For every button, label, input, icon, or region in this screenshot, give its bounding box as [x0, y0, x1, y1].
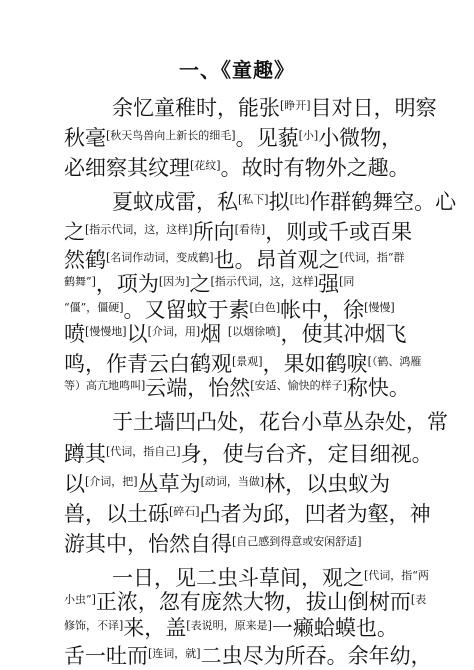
text-segment: 。又留蚊于素 [123, 298, 250, 322]
text-segment: 之 [189, 272, 211, 296]
annotation: “僵”，僵硬] [64, 301, 124, 314]
text-segment: 然鹤 [64, 248, 106, 272]
annotation: [同 [339, 275, 355, 288]
annotation: [动词，当做] [200, 475, 265, 488]
text-segment: 二虫尽为所吞。余年幼， [200, 644, 432, 668]
annotation: [指示代词，这，这样] [210, 275, 319, 288]
text-segment: ，项为 [95, 272, 159, 296]
text-segment: 丛草为 [137, 472, 201, 496]
text-segment: 凸者为邱，凹者为壑，神 [199, 502, 431, 526]
text-line-4 [112, 186, 456, 216]
annotation: [看待] [234, 223, 266, 236]
annotation: [以烟徐喷] [227, 325, 281, 338]
annotation: [名词作动词，变成鹤] [106, 251, 214, 264]
text-line-9 [64, 318, 406, 348]
text-segment: 云端，怡然 [145, 376, 251, 400]
annotation: [因为] [158, 275, 190, 288]
text-line-12 [112, 408, 448, 436]
text-segment: 一癞蛤蟆也。 [271, 616, 398, 640]
text-segment: 夏蚊成雷，私 [112, 190, 238, 214]
annotation: [（鹤、鸿雁 [367, 355, 422, 368]
text-segment: 小微物， [318, 126, 403, 150]
text-segment: 。故时有物外之趣。 [220, 156, 410, 180]
annotation: [表说明，原来是] [186, 619, 272, 632]
annotation: [私下] [238, 193, 269, 206]
text-segment: 余忆童稚时，能张 [112, 96, 280, 120]
text-segment: 烟 [200, 322, 222, 346]
annotation: 等）高亢地鸣叫] [64, 379, 146, 392]
text-segment: 作群鹤舞空。心 [309, 190, 457, 214]
text-segment: 也。昂首观之 [213, 248, 340, 272]
text-line-11 [64, 372, 410, 402]
text-segment: 必细察其纹理 [64, 156, 190, 180]
text-segment: 以 [126, 322, 148, 346]
text-segment: 目对日，明察 [310, 96, 437, 120]
annotation: [慢慢] [364, 301, 395, 314]
text-segment: ，则或千或百果 [265, 220, 413, 244]
text-line-1 [112, 92, 437, 122]
annotation: [连词，就] [148, 647, 201, 660]
text-segment: 正浓，忽有庞然大物，拔山倒树而 [95, 590, 411, 614]
text-segment: 身，使与台齐，定目细视。 [180, 442, 433, 466]
text-segment: 来，盖 [123, 616, 187, 640]
annotation: [代词，指“群 [339, 251, 405, 264]
text-segment: 秋毫 [64, 126, 106, 150]
annotation: [花纹] [190, 159, 221, 172]
annotation: 鹤舞”] [64, 275, 96, 288]
text-segment: 于土墙凹凸处，花台小草丛杂处，常 [112, 410, 448, 434]
text-segment: 喷 [64, 322, 85, 346]
annotation: [比] [289, 193, 310, 206]
text-line-19 [64, 612, 398, 642]
annotation: [景观] [232, 355, 263, 368]
text-segment: 拟 [268, 190, 290, 214]
text-segment: 林，以虫蚁为 [264, 472, 391, 496]
annotation: [介词，用] [147, 325, 201, 338]
text-segment: 帐中，徐 [280, 298, 365, 322]
annotation: 修饰，不译] [64, 619, 124, 632]
annotation: [代词，指“两 [364, 569, 429, 582]
annotation: [小] [298, 129, 319, 142]
text-segment: 一日，见二虫斗草间，观之 [112, 566, 364, 590]
text-segment: 舌一吐而 [64, 644, 148, 668]
text-line-15 [64, 498, 431, 528]
text-segment: 以 [64, 472, 85, 496]
annotation: [指示代词，这，这样] [85, 223, 193, 236]
text-line-5 [64, 216, 412, 246]
annotation: 小虫”] [64, 593, 96, 606]
annotation: [代词，指自己] [106, 445, 181, 458]
text-segment: 称快。 [346, 376, 410, 400]
text-line-20 [64, 640, 432, 670]
annotation: [表 [410, 593, 427, 606]
text-segment: 兽，以土砾 [64, 502, 169, 526]
text-segment: 之 [64, 220, 85, 244]
text-line-13 [64, 438, 433, 468]
annotation: [安适、愉快的样子] [250, 379, 347, 392]
text-segment: ，使其冲烟飞 [280, 322, 407, 346]
annotation: [自己感到得意或安闲舒适] [232, 535, 362, 548]
text-segment: 蹲其 [64, 442, 106, 466]
text-line-14 [64, 468, 390, 498]
text-segment: ，果如鹤唳 [262, 352, 368, 376]
annotation: [介词，把] [85, 475, 138, 488]
text-line-16 [64, 528, 362, 558]
text-line-3 [64, 152, 410, 182]
text-segment: 强 [318, 272, 340, 296]
text-segment: 。见藐 [235, 126, 299, 150]
text-segment: 所向 [192, 220, 235, 244]
annotation: [白色] [249, 301, 281, 314]
text-segment: 鸣，作青云白鹤观 [64, 352, 232, 376]
page-title: 一、《童趣》 [179, 58, 295, 82]
annotation: [碎石] [169, 505, 200, 518]
annotation: [秋天鸟兽向上新长的细毛] [106, 129, 236, 142]
annotation: [慢慢地] [85, 325, 127, 338]
annotation: [睁开] [280, 99, 311, 112]
text-line-2 [64, 122, 402, 152]
text-segment: 游其中，怡然自得 [64, 532, 232, 556]
